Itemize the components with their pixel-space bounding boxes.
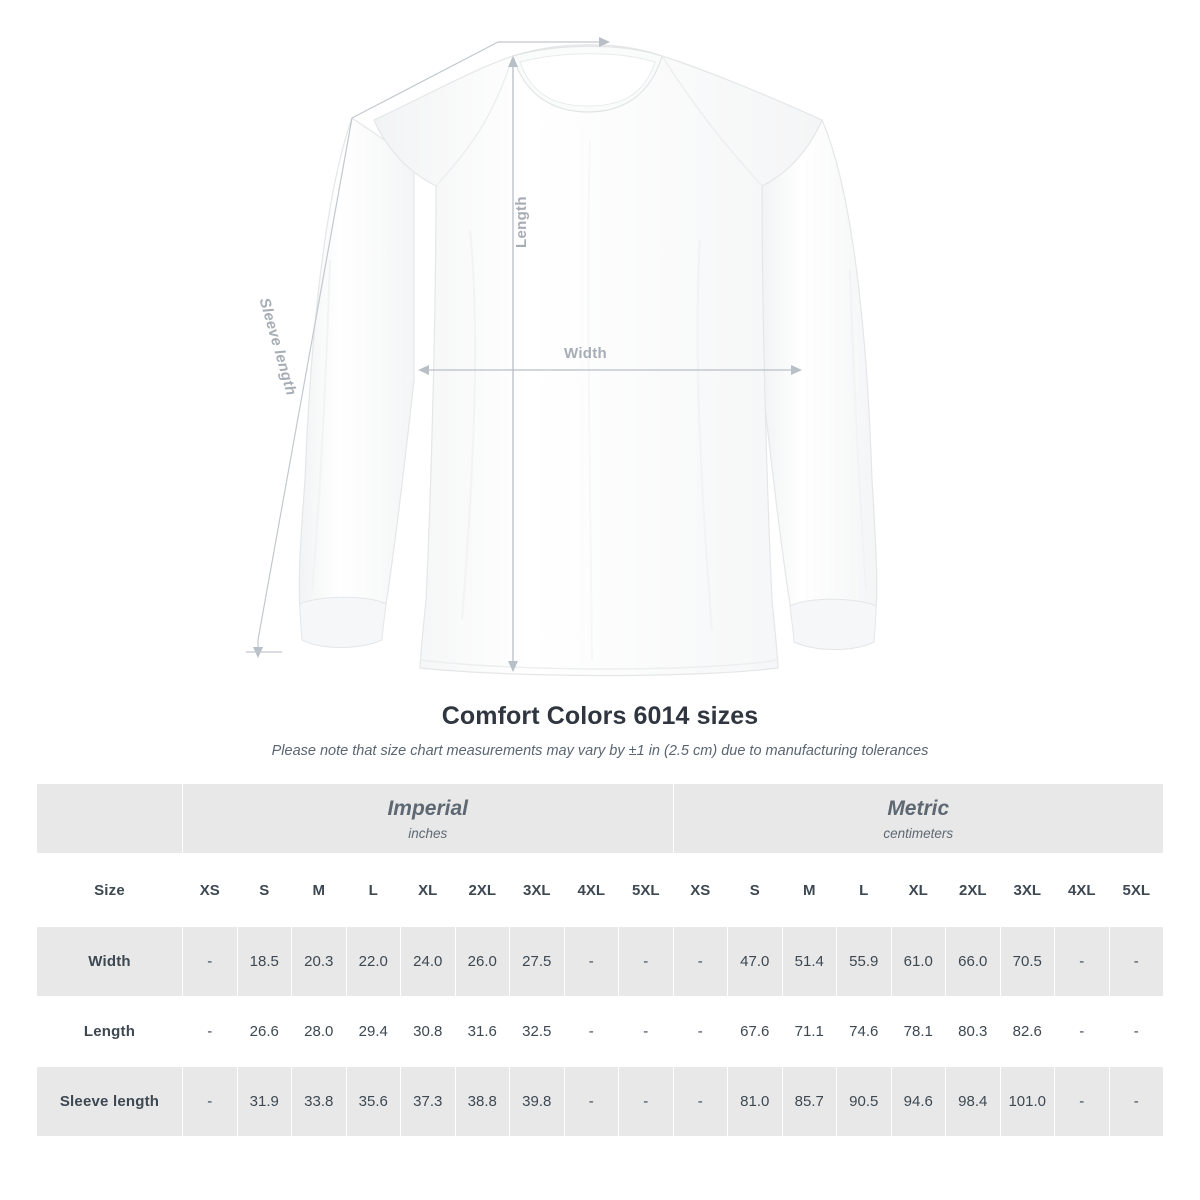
cell-sleeve-imperial-5xl: -	[619, 1067, 674, 1137]
cell-sleeve-imperial-m: 33.8	[292, 1067, 347, 1137]
size-col-imperial-3xl: 3XL	[510, 854, 565, 927]
label-length: Length	[513, 196, 530, 248]
cell-sleeve-metric-s: 81.0	[728, 1067, 783, 1137]
cell-length-imperial-l: 29.4	[346, 997, 401, 1067]
size-header-label: Size	[37, 854, 183, 927]
unit-group-imperial	[183, 784, 674, 854]
label-width: Width	[564, 345, 608, 362]
cell-length-metric-l: 74.6	[837, 997, 892, 1067]
cell-width-metric-2xl: 66.0	[946, 927, 1001, 997]
cell-length-imperial-s: 26.6	[237, 997, 292, 1067]
label-sleeve-length: Sleeve length	[255, 296, 300, 398]
size-col-imperial-m: M	[292, 854, 347, 927]
cell-sleeve-metric-xl: 94.6	[891, 1067, 946, 1137]
size-col-imperial-4xl: 4XL	[564, 854, 619, 927]
cell-length-imperial-xl: 30.8	[401, 997, 456, 1067]
cell-sleeve-imperial-3xl: 39.8	[510, 1067, 565, 1137]
size-col-imperial-xl: XL	[401, 854, 456, 927]
cell-width-metric-4xl: -	[1055, 927, 1110, 997]
cell-sleeve-imperial-4xl: -	[564, 1067, 619, 1137]
cell-width-imperial-3xl: 27.5	[510, 927, 565, 997]
size-chart-table-wrap	[36, 783, 1164, 1137]
cell-width-imperial-l: 22.0	[346, 927, 401, 997]
unit-group-imperial-name: Imperial	[387, 796, 469, 820]
tolerance-note: Please note that size chart measurements may vary by ±1 in (2.5 cm) due to manufacturing tolerances	[271, 743, 929, 759]
table-row	[37, 1067, 1164, 1137]
size-col-imperial-s: S	[237, 854, 292, 927]
table-row	[37, 997, 1164, 1067]
cell-width-imperial-4xl: -	[564, 927, 619, 997]
cell-width-imperial-xl: 24.0	[401, 927, 456, 997]
size-col-imperial-5xl: 5XL	[619, 854, 674, 927]
cell-sleeve-imperial-l: 35.6	[346, 1067, 401, 1137]
size-col-imperial-xs: XS	[183, 854, 238, 927]
cell-sleeve-metric-l: 90.5	[837, 1067, 892, 1137]
cell-width-imperial-m: 20.3	[292, 927, 347, 997]
cell-width-imperial-2xl: 26.0	[455, 927, 510, 997]
unit-group-metric-name: Metric	[887, 796, 950, 820]
cell-length-metric-5xl: -	[1109, 997, 1164, 1067]
cell-width-metric-xl: 61.0	[891, 927, 946, 997]
cell-length-metric-xl: 78.1	[891, 997, 946, 1067]
cell-sleeve-metric-xs: -	[673, 1067, 728, 1137]
cell-length-imperial-5xl: -	[619, 997, 674, 1067]
cell-length-metric-s: 67.6	[728, 997, 783, 1067]
unit-group-metric-sub: centimeters	[883, 825, 954, 841]
unit-header-row	[37, 784, 1164, 854]
size-chart-table	[36, 783, 1164, 1137]
size-col-metric-4xl: 4XL	[1055, 854, 1110, 927]
cell-width-metric-xs: -	[673, 927, 728, 997]
cell-sleeve-metric-4xl: -	[1055, 1067, 1110, 1137]
size-col-metric-3xl: 3XL	[1000, 854, 1055, 927]
unit-group-metric	[673, 784, 1164, 854]
size-col-metric-xs: XS	[673, 854, 728, 927]
cell-length-metric-3xl: 82.6	[1000, 997, 1055, 1067]
table-row	[37, 927, 1164, 997]
cell-length-metric-m: 71.1	[782, 997, 837, 1067]
cell-sleeve-metric-m: 85.7	[782, 1067, 837, 1137]
cell-width-metric-m: 51.4	[782, 927, 837, 997]
heading-block	[0, 702, 1200, 759]
cell-width-imperial-5xl: -	[619, 927, 674, 997]
cell-length-metric-4xl: -	[1055, 997, 1110, 1067]
cell-sleeve-imperial-2xl: 38.8	[455, 1067, 510, 1137]
cell-length-metric-xs: -	[673, 997, 728, 1067]
cell-width-imperial-xs: -	[183, 927, 238, 997]
page-title: Comfort Colors 6014 sizes	[441, 702, 759, 730]
size-col-metric-5xl: 5XL	[1109, 854, 1164, 927]
size-col-metric-l: L	[837, 854, 892, 927]
cell-length-imperial-4xl: -	[564, 997, 619, 1067]
unit-group-imperial-sub: inches	[408, 825, 448, 841]
cell-length-imperial-3xl: 32.5	[510, 997, 565, 1067]
row-label-length: Length	[37, 997, 183, 1067]
cell-width-metric-5xl: -	[1109, 927, 1164, 997]
size-col-metric-2xl: 2XL	[946, 854, 1001, 927]
cell-length-metric-2xl: 80.3	[946, 997, 1001, 1067]
cell-sleeve-metric-2xl: 98.4	[946, 1067, 1001, 1137]
corner-cell	[37, 784, 183, 854]
cell-width-metric-s: 47.0	[728, 927, 783, 997]
cell-width-metric-3xl: 70.5	[1000, 927, 1055, 997]
size-col-imperial-l: L	[346, 854, 401, 927]
cell-length-imperial-xs: -	[183, 997, 238, 1067]
size-col-metric-m: M	[782, 854, 837, 927]
cell-length-imperial-m: 28.0	[292, 997, 347, 1067]
cell-sleeve-imperial-xl: 37.3	[401, 1067, 456, 1137]
row-label-width: Width	[37, 927, 183, 997]
size-col-imperial-2xl: 2XL	[455, 854, 510, 927]
cell-sleeve-metric-5xl: -	[1109, 1067, 1164, 1137]
cell-width-imperial-s: 18.5	[237, 927, 292, 997]
cell-width-metric-l: 55.9	[837, 927, 892, 997]
size-col-metric-s: S	[728, 854, 783, 927]
size-header-row	[37, 854, 1164, 927]
size-col-metric-xl: XL	[891, 854, 946, 927]
cell-sleeve-imperial-s: 31.9	[237, 1067, 292, 1137]
row-label-sleeve-length: Sleeve length	[37, 1067, 183, 1137]
cell-length-imperial-2xl: 31.6	[455, 997, 510, 1067]
cell-sleeve-metric-3xl: 101.0	[1000, 1067, 1055, 1137]
cell-sleeve-imperial-xs: -	[183, 1067, 238, 1137]
